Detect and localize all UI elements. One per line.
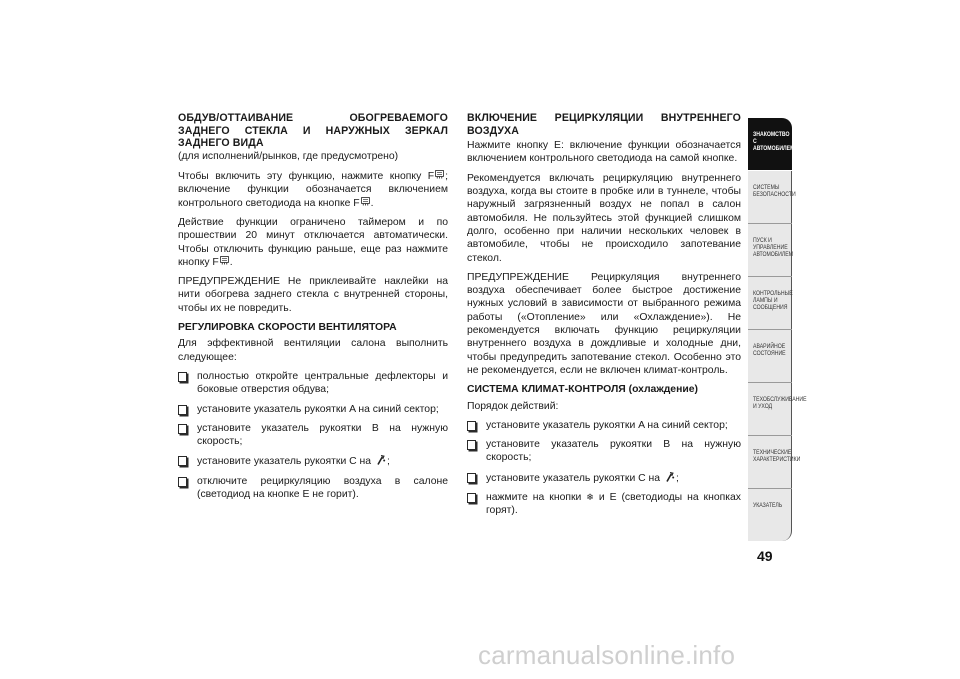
airflow-face-icon	[664, 471, 675, 483]
section-subtitle: (для исполнений/рынков, где предусмотрено)	[178, 150, 399, 162]
right-column	[467, 112, 741, 524]
paragraph-fan-intro: Для эффективной вентиляции салона выполнить следующее:	[178, 338, 448, 363]
page-number: 49	[757, 548, 773, 564]
list-item: полностью откройте центральные дефлекторы и боковые отверстия обдува;	[178, 370, 448, 397]
bullet-box-icon	[178, 372, 187, 382]
paragraph-recirc-enable: Нажмите кнопку E: включение функции обозначается включением контрольного светодиода на самой кнопке.	[467, 140, 741, 165]
rear-window-heater-icon	[361, 197, 370, 206]
list-item: нажмите на кнопки ❄ и E (светодиоды на кнопках горят).	[467, 491, 741, 518]
list-item: установите указатель рукоятки C на ;	[467, 471, 741, 485]
fan-speed-steps-list	[178, 370, 448, 501]
bullet-box-icon	[467, 421, 476, 431]
list-item: установите указатель рукоятки B на нужную скорость;	[467, 438, 741, 465]
rear-window-heater-icon	[435, 170, 444, 179]
chapter-tab-safety[interactable]: СИСТЕМЫ БЕЗОПАСНОСТИ	[748, 171, 792, 223]
paragraph-recirc-warning: ПРЕДУПРЕЖДЕНИЕ Рециркуляция внутреннего воздуха обеспечивает более быстрое достижение нужных условий в зависимости от выбранного режима работы («Отопление» или «Охлаждение»). Не рекомендуется включать функцию рециркуляции внутреннего воздуха в дождливые и холодные дни, чтобы предупредить запотевание стекол. Особенно это не рекомендуется, если не включен климат-контроль.	[467, 271, 741, 376]
bullet-box-icon	[178, 456, 187, 466]
bullet-box-icon	[467, 473, 476, 483]
chapter-tab-index[interactable]: УКАЗАТЕЛЬ	[748, 489, 792, 541]
bullet-box-icon	[178, 477, 187, 487]
rear-window-heater-icon	[220, 256, 229, 265]
list-item: отключите рециркуляцию воздуха в салоне (светодиод на кнопке E не горит).	[178, 475, 448, 502]
bullet-box-icon	[467, 440, 476, 450]
list-item: установите указатель рукоятки B на нужную скорость;	[178, 422, 448, 449]
list-item: установите указатель рукоятки A на синий сектор;	[178, 403, 448, 416]
paragraph-procedure: Порядок действий:	[467, 400, 559, 412]
snowflake-icon: ❄	[586, 492, 594, 503]
chapter-tab-driving[interactable]: ПУСК И УПРАВЛЕНИЕ АВТОМОБИЛЕМ	[748, 224, 792, 276]
climate-steps-list	[467, 419, 741, 518]
section-heading-fan-speed: РЕГУЛИРОВКА СКОРОСТИ ВЕНТИЛЯТОРА	[178, 322, 397, 334]
list-item: установите указатель рукоятки A на синий сектор;	[467, 419, 741, 432]
bullet-box-icon	[178, 405, 187, 415]
paragraph-recirc-recommend: Рекомендуется включать рециркуляцию внутреннего воздуха, когда вы стоите в пробке или в туннеле, чтобы наружный загрязненный воздух не попал в салон автомобиля. Не пользуйтесь этой функцией слишком долго, особенно при наличии нескольких человек в автомобиле, чтобы не происходило запотевание стекол.	[467, 172, 741, 264]
left-column	[178, 112, 448, 507]
watermark: carmanualsonline.info	[478, 640, 736, 670]
section-heading-climate-control: СИСТЕМА КЛИМАТ-КОНТРОЛЯ (охлаждение)	[467, 384, 698, 396]
chapter-tab-emergency[interactable]: АВАРИЙНОЕ СОСТОЯНИЕ	[748, 330, 792, 382]
chapter-tab-intro[interactable]: ЗНАКОМСТВО С АВТОМОБИЛЕМ	[748, 118, 792, 170]
section-heading-recirculation: ВКЛЮЧЕНИЕ РЕЦИРКУЛЯЦИИ ВНУТРЕННЕГО ВОЗДУХА	[467, 112, 741, 137]
bullet-box-icon	[467, 493, 476, 503]
paragraph-timer: Действие функции ограничено таймером и по прошествии 20 минут отключается автоматически. Чтобы отключить функцию раньше, еще раз нажмите кнопку F .	[178, 216, 448, 268]
section-heading-rear-defrost: ОБДУВ/ОТТАИВАНИЕ ОБОГРЕВАЕМОГО ЗАДНЕГО СТЕКЛА И НАРУЖНЫХ ЗЕРКАЛ ЗАДНЕГО ВИДА	[178, 112, 448, 150]
chapter-tab-specifications[interactable]: ТЕХНИЧЕСКИЕ ХАРАКТЕРИСТИКИ	[748, 436, 792, 488]
chapter-tabs	[748, 118, 807, 543]
chapter-tab-maintenance[interactable]: ТЕХОБСЛУЖИВАНИЕ И УХОД	[748, 383, 792, 435]
airflow-face-icon	[375, 454, 386, 466]
paragraph-enable-defrost: Чтобы включить эту функцию, нажмите кнопку F ; включение функции обозначается включением контрольного светодиода на кнопке F .	[178, 171, 448, 209]
bullet-box-icon	[178, 424, 187, 434]
list-item: установите указатель рукоятки C на ;	[178, 454, 448, 468]
paragraph-warning-stickers: ПРЕДУПРЕЖДЕНИЕ Не приклеивайте наклейки на нити обогрева заднего стекла с внутренней стороны, чтобы их не повредить.	[178, 276, 448, 314]
chapter-tab-warning-lights[interactable]: КОНТРОЛЬНЫЕ ЛАМПЫ И СООБЩЕНИЯ	[748, 277, 792, 329]
